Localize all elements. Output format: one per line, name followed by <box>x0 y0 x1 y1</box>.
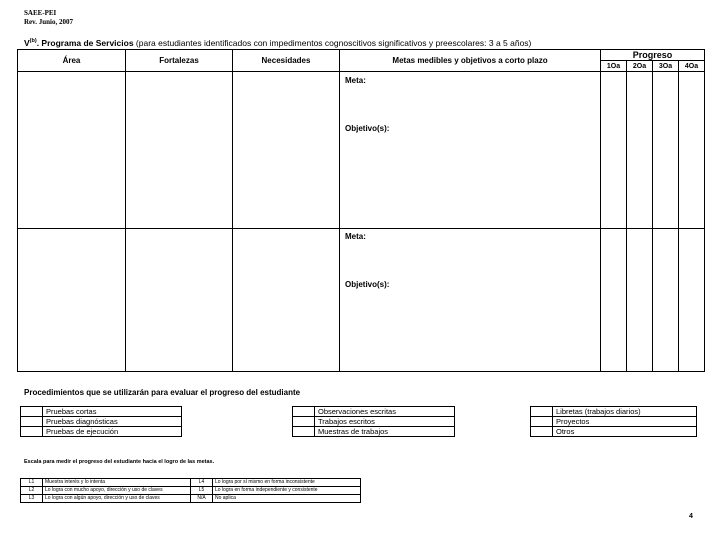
checkbox[interactable] <box>531 427 553 437</box>
procedures-group-3 <box>530 406 697 437</box>
col-progress-3: 3Oa <box>653 61 679 72</box>
scale-code: N/A <box>191 495 213 503</box>
option-label: Trabajos escritos <box>315 417 455 427</box>
procedures-group-1 <box>20 406 182 437</box>
scale-code: L4 <box>191 479 213 487</box>
option-label: Muestras de trabajos <box>315 427 455 437</box>
page-title: $V^{(b)}$. Programa de Servicios (para estudiantes identificados con impedimentos cognoscitivos significativos y preescolares: 3 a 5 años) <box>24 38 532 48</box>
scale-desc: Lo logra por sí mismo en forma inconsistente <box>213 479 361 487</box>
checkbox[interactable] <box>21 417 43 427</box>
objective-label: Objetivo(s): <box>345 280 390 289</box>
progress-cell[interactable] <box>679 229 705 372</box>
progress-cell[interactable] <box>679 72 705 229</box>
scale-desc: Lo logra con mucho apoyo, dirección y uso de claves <box>43 487 191 495</box>
col-fortalezas: Fortalezas <box>126 50 233 72</box>
revision-date: Rev. Junio, 2007 <box>24 18 74 26</box>
fortalezas-cell[interactable] <box>126 229 233 372</box>
table-row <box>21 479 361 487</box>
checkbox[interactable] <box>293 427 315 437</box>
area-cell[interactable] <box>18 229 126 372</box>
table-row <box>18 229 705 372</box>
progress-cell[interactable] <box>627 229 653 372</box>
col-area: Área <box>18 50 126 72</box>
meta-label: Meta: <box>345 76 366 85</box>
fortalezas-cell[interactable] <box>126 72 233 229</box>
checkbox[interactable] <box>531 417 553 427</box>
col-necesidades: Necesidades <box>233 50 340 72</box>
option-label: Pruebas de ejecución <box>43 427 182 437</box>
scale-code: L3 <box>21 495 43 503</box>
metas-cell[interactable] <box>340 229 601 372</box>
services-table <box>17 49 705 372</box>
col-progress-2: 2Oa <box>627 61 653 72</box>
option-label: Otros <box>553 427 697 437</box>
checkbox[interactable] <box>21 407 43 417</box>
col-metas: Metas medibles y objetivos a corto plazo <box>340 50 601 72</box>
checkbox[interactable] <box>21 427 43 437</box>
col-progress-1: 1Oa <box>601 61 627 72</box>
option-label: Pruebas diagnósticas <box>43 417 182 427</box>
scale-desc: Muestra interés y lo intenta <box>43 479 191 487</box>
scale-desc: Lo logra en forma independiente y consistente <box>213 487 361 495</box>
progress-cell[interactable] <box>627 72 653 229</box>
col-progress-4: 4Oa <box>679 61 705 72</box>
progress-cell[interactable] <box>653 72 679 229</box>
progress-cell[interactable] <box>653 229 679 372</box>
scale-code: L1 <box>21 479 43 487</box>
procedures-group-2 <box>292 406 455 437</box>
progress-cell[interactable] <box>601 72 627 229</box>
option-label: Observaciones escritas <box>315 407 455 417</box>
checkbox[interactable] <box>293 407 315 417</box>
form-code: SAEE-PEI <box>24 9 57 17</box>
scale-desc: Lo logra con algún apoyo, dirección y uso de claves <box>43 495 191 503</box>
procedures-title: Procedimientos que se utilizarán para evaluar el progreso del estudiante <box>24 388 301 397</box>
page-number: 4 <box>689 513 693 520</box>
table-row <box>18 72 705 229</box>
scale-title: Escala para medir el progreso del estudiante hacia el logro de las metas. <box>24 459 215 465</box>
progress-cell[interactable] <box>601 229 627 372</box>
option-label: Proyectos <box>553 417 697 427</box>
necesidades-cell[interactable] <box>233 72 340 229</box>
checkbox[interactable] <box>531 407 553 417</box>
scale-table <box>20 478 361 503</box>
area-cell[interactable] <box>18 72 126 229</box>
scale-code: L2 <box>21 487 43 495</box>
col-progreso: Progreso <box>601 50 705 61</box>
table-row <box>21 495 361 503</box>
metas-cell[interactable] <box>340 72 601 229</box>
meta-label: Meta: <box>345 232 366 241</box>
table-row <box>21 487 361 495</box>
objective-label: Objetivo(s): <box>345 124 390 133</box>
checkbox[interactable] <box>293 417 315 427</box>
necesidades-cell[interactable] <box>233 229 340 372</box>
option-label: Pruebas cortas <box>43 407 182 417</box>
scale-desc: No aplica <box>213 495 361 503</box>
scale-code: L5 <box>191 487 213 495</box>
option-label: Libretas (trabajos diarios) <box>553 407 697 417</box>
